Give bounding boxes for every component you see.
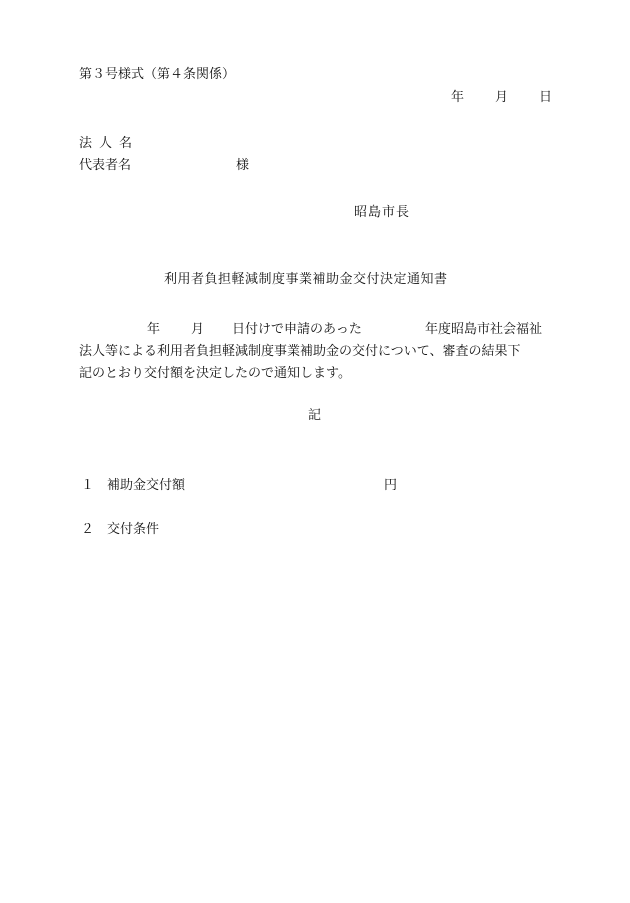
representative-name-label: 代表者名: [79, 158, 132, 173]
item-number: １: [81, 478, 95, 493]
date-month-label: 月: [495, 90, 509, 105]
document-title: 利用者負担軽減制度事業補助金交付決定通知書: [164, 272, 448, 287]
date-day-label: 日: [539, 90, 553, 105]
ki-heading: 記: [308, 408, 322, 423]
body-month-label: 月: [191, 322, 205, 337]
item-number: ２: [81, 522, 95, 537]
issuer-name: 昭島市長: [354, 205, 411, 220]
body-line-3: 記のとおり交付額を決定したので通知します。: [79, 366, 351, 381]
body-paragraph: [79, 319, 559, 385]
form-number-label: 第３号様式（第４条関係）: [79, 67, 236, 82]
date-year-label: 年: [451, 90, 465, 105]
body-fiscal-year-text: 年度昭島市社会福祉: [425, 322, 543, 337]
body-line-2: 法人等による利用者負担軽減制度事業補助金の交付について、審査の結果下: [79, 344, 521, 359]
corporation-name-label: 法人名: [79, 136, 140, 151]
body-year-label: 年: [147, 322, 161, 337]
date-line: [451, 90, 552, 106]
item-label-grant-amount: 補助金交付額: [107, 478, 186, 493]
item-unit-yen: 円: [384, 478, 398, 493]
honorific-sama: 様: [236, 158, 250, 173]
body-line-1: [79, 319, 559, 341]
item-label-conditions: 交付条件: [107, 522, 160, 537]
body-application-text: 日付けで申請のあった: [232, 322, 362, 337]
